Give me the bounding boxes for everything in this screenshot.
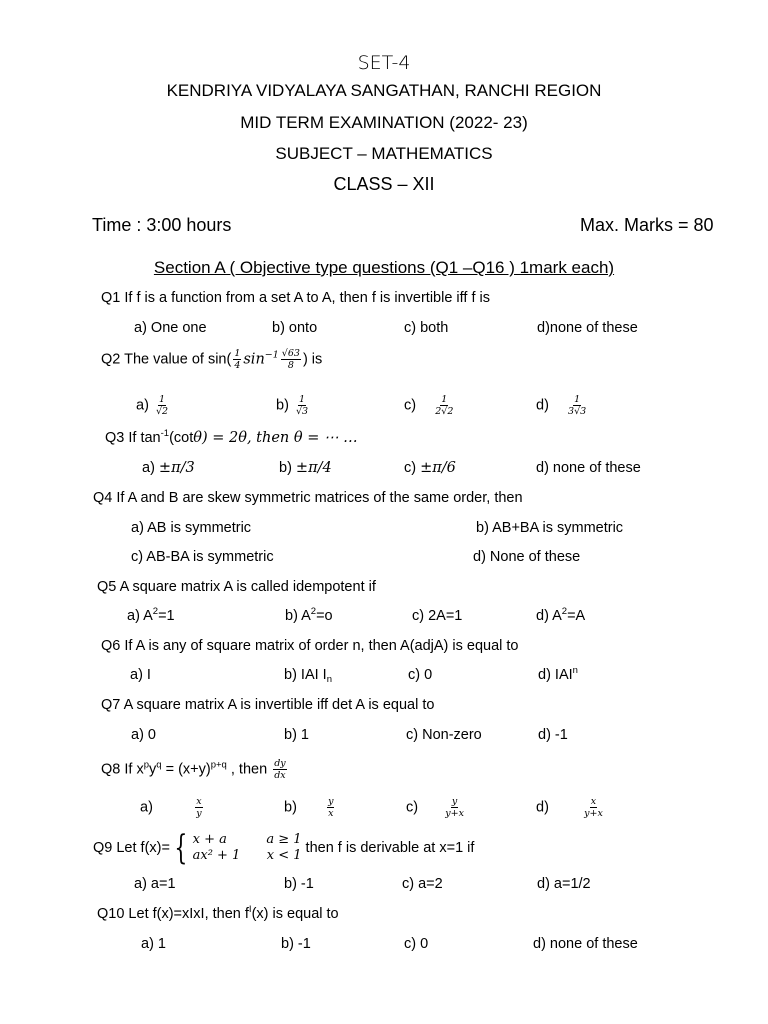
subject-title: SUBJECT – MATHEMATICS bbox=[275, 144, 493, 163]
class-title: CLASS – XII bbox=[333, 174, 435, 194]
q5-option-a: a) $A^2=1$ bbox=[127, 606, 175, 624]
q3-option-d: d) none of these bbox=[536, 460, 641, 476]
q2-fraction-quarter: $\frac{1}{4}$ bbox=[234, 348, 241, 371]
q4-option-d: d) None of these bbox=[473, 549, 581, 565]
q10-option-d: d) none of these bbox=[533, 936, 638, 952]
q6-option-c: c) 0 bbox=[408, 667, 433, 683]
q4-option-b: b) AB+BA is symmetric bbox=[476, 520, 624, 536]
question-4: Q4 If A and B are skew symmetric matrices of the same order, then bbox=[93, 490, 523, 506]
piecewise-brace: { bbox=[174, 828, 188, 868]
q3-option-b: b) ±π/4 bbox=[279, 460, 332, 476]
q8-option-d-fraction: $\frac{x}{y+x}$ bbox=[584, 796, 603, 819]
q6-option-b: b) IAI $I_n$ bbox=[284, 667, 333, 685]
q2-prefix: Q2 The value of sin( bbox=[101, 351, 232, 368]
q3-inverse: -1 bbox=[160, 428, 170, 439]
q7-option-b: b) 1 bbox=[284, 727, 309, 743]
q1-option-c: c) both bbox=[404, 320, 449, 336]
q10-option-c: c) 0 bbox=[404, 936, 429, 952]
q8-option-a-fraction: $\frac{x}{y}$ bbox=[196, 796, 202, 819]
q2-option-c-fraction: $\frac{1}{2√2}$ bbox=[435, 394, 454, 417]
q4-option-a: a) AB is symmetric bbox=[131, 520, 252, 536]
q8-derivative: $\frac{dy}{dx}$ bbox=[274, 758, 286, 781]
section-title: Section A ( Objective type questions (Q1 –Q16 ) 1mark each) bbox=[153, 258, 615, 277]
q8-option-c: c) $\frac{y}{y+x}$ bbox=[406, 796, 464, 819]
q9-option-a: a) a=1 bbox=[134, 876, 176, 892]
q10-option-a: a) 1 bbox=[141, 936, 166, 952]
exam-title: MID TERM EXAMINATION (2022- 23) bbox=[240, 113, 528, 132]
q2-option-d: d) $\frac{1}{3√3}$ bbox=[536, 394, 587, 417]
q6-option-d: d) IAI$^n$ bbox=[538, 665, 578, 683]
q8-option-c-fraction: $\frac{y}{y+x}$ bbox=[445, 796, 464, 819]
q9-option-d: d) a=1/2 bbox=[537, 876, 591, 892]
q2-fraction-root63: $\frac{√63}{8}$ bbox=[281, 348, 300, 371]
q2-suffix: ) is bbox=[302, 351, 323, 368]
q4-option-c: c) AB-BA is symmetric bbox=[131, 549, 274, 565]
q2-option-a-fraction: $\frac{1}{√2}$ bbox=[155, 394, 169, 417]
q2-option-a: a) $\frac{1}{√2}$ bbox=[136, 394, 169, 417]
question-6: Q6 If A is any of square matrix of order n, then A(adjA) is equal to bbox=[101, 638, 519, 654]
q9-option-c: c) a=2 bbox=[402, 876, 443, 892]
q8-option-d: d) $\frac{x}{y+x}$ bbox=[536, 796, 603, 819]
piecewise-cases: x + a a ≥ 1 ax² + 1 x < 1 bbox=[192, 832, 302, 863]
q5-option-d: d) $A^2=A$ bbox=[536, 606, 586, 624]
organization-title: KENDRIYA VIDYALAYA SANGATHAN, RANCHI REGION bbox=[166, 81, 602, 100]
q10-option-b: b) -1 bbox=[281, 936, 311, 952]
question-1: Q1 If f is a function from a set A to A, then f is invertible iff f is bbox=[101, 290, 491, 306]
q7-option-a: a) 0 bbox=[131, 727, 156, 743]
q7-option-d: d) -1 bbox=[538, 727, 568, 743]
q2-option-b-fraction: $\frac{1}{√3}$ bbox=[295, 394, 309, 417]
q9-option-b: b) -1 bbox=[284, 876, 314, 892]
question-2 bbox=[101, 348, 322, 371]
question-8: Q8 If $x^py^q = (x+y)^{p+q}$ , then $\frac{dy}{dx}$ bbox=[101, 758, 286, 781]
q8-option-b: b) $\frac{y}{x}$ bbox=[284, 796, 334, 819]
q2-function: sin bbox=[243, 351, 265, 368]
q5-option-c: c) 2A=1 bbox=[412, 608, 463, 624]
question-5: Q5 A square matrix A is called idempotent if bbox=[97, 579, 376, 595]
q3-option-a: a) ±π/3 bbox=[142, 460, 195, 476]
q3-option-c: c) ±π/6 bbox=[404, 460, 456, 476]
q2-option-c: c) $\frac{1}{2√2}$ bbox=[404, 394, 454, 417]
q6-option-a: a) I bbox=[130, 667, 151, 683]
q1-option-d: d)none of these bbox=[537, 320, 638, 336]
set-number: SET-4 bbox=[357, 52, 411, 74]
exam-duration: Time : 3:00 hours bbox=[92, 215, 232, 235]
question-10: Q10 Let f(x)=xIxI, then $f^I(x)$ is equal to bbox=[97, 904, 339, 922]
question-9: Q9 Let f(x)= { x + a a ≥ 1 ax² + 1 x < 1 then f is derivable at x=1 if bbox=[93, 828, 475, 868]
q7-option-c: c) Non-zero bbox=[406, 727, 482, 743]
question-7: Q7 A square matrix A is invertible iff det A is equal to bbox=[101, 697, 435, 713]
q3-equation: θ) = 2θ, then θ = ⋯ … bbox=[193, 430, 358, 446]
max-marks: Max. Marks = 80 bbox=[580, 215, 714, 235]
q8-option-a: a) $\frac{x}{y}$ bbox=[140, 796, 202, 819]
q5-option-b: b) $A^2=o$ bbox=[285, 606, 333, 624]
question-3: Q3 If $\tan^{-1}(\cot\theta) = 2\theta$, then θ = ⋯ … bbox=[105, 428, 358, 446]
q2-inverse: −1 bbox=[264, 349, 279, 361]
q1-option-b: b) onto bbox=[272, 320, 318, 336]
q2-option-b: b) $\frac{1}{√3}$ bbox=[276, 394, 309, 417]
q2-option-d-fraction: $\frac{1}{3√3}$ bbox=[568, 394, 587, 417]
q1-option-a: a) One one bbox=[134, 320, 207, 336]
q8-option-b-fraction: $\frac{y}{x}$ bbox=[328, 796, 334, 819]
